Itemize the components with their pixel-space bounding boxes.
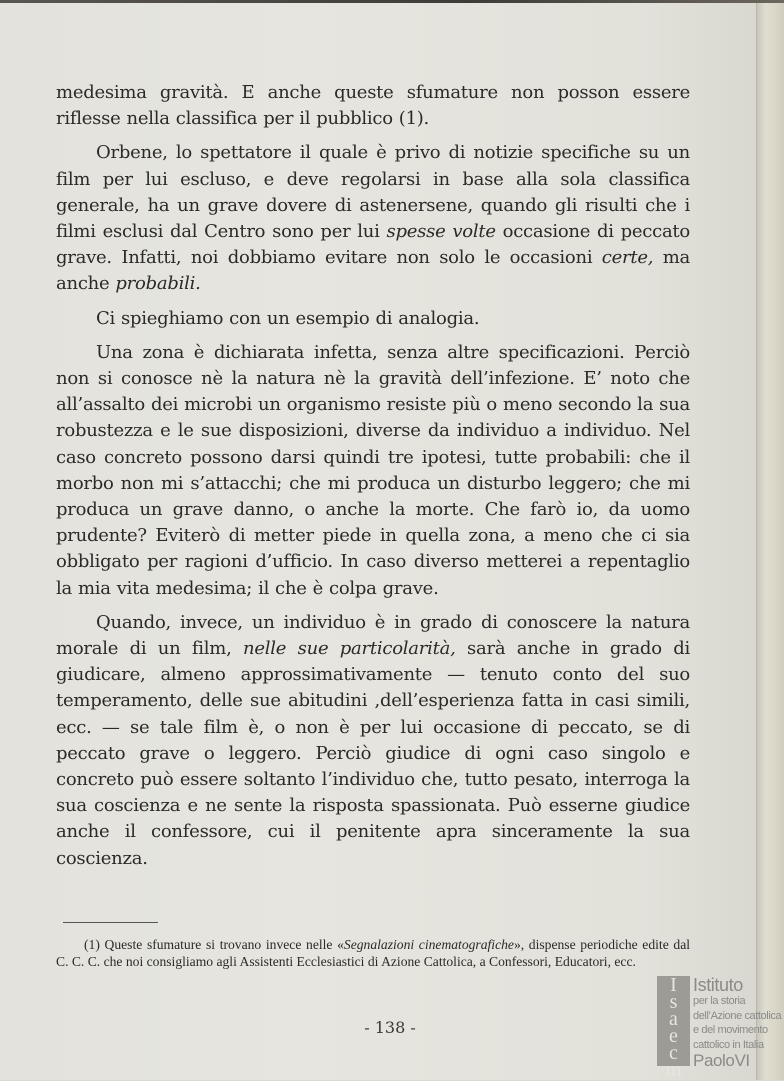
- watermark-line: dell’Azione cattolica: [693, 1009, 782, 1022]
- watermark-monogram: [657, 974, 690, 1081]
- footnote-marker: (1): [84, 937, 100, 952]
- body-text: [56, 80, 690, 880]
- footnote-text: [56, 936, 690, 970]
- text-run: Una zona è dichiarata infetta, senza altre specificazioni. Perciò non si conosce nè la natura nè la gravità dell’infezione. E’ noto che all’assalto dei microbi un organismo resiste più o meno secondo la sua robustezza e le sue disposizioni, diverse da individuo a individuo. Nel caso concreto possono darsi quindi tre ipotesi, tutte probabili: che il morbo non mi s’attacchi; che mi produca un disturbo leggero; che mi produca un grave danno, o anche la morte. Che farò io, da uomo prudente? Eviterò di metter piede in quella zona, a meno che ci sia obbligato per ragioni d’ufficio. In caso diverso metterei a repentaglio la mia vita medesima; il che è colpa grave.: [56, 341, 690, 599]
- text-run: sarà anche in grado di giudicare, almeno approssimativamente — tenuto conto del suo temperamento, delle sue abitudini ,dell’esperienza fatta in casi simili, ecc. — se tale film è, o non è per lui occasione di peccato, se di peccato grave o leggero. Perciò giudice di ogni caso singolo e concreto può essere soltanto l’individuo che, tutto pesato, interroga la sua coscienza e ne sente la risposta spassionata. Può esserne giudice anche il confessore, cui il penitente apra sinceramente la sua coscienza.: [56, 638, 690, 869]
- text-run: Quando, invece, un individuo è in grado di conoscere la natura morale di un film,: [56, 611, 690, 660]
- page-edge: [756, 3, 784, 1080]
- footnote-rule: [63, 922, 158, 923]
- watermark-line: cattolico in Italia: [693, 1038, 764, 1051]
- watermark-letter: e: [669, 1025, 678, 1047]
- italic-text: Segnalazioni cinematografiche: [343, 937, 514, 952]
- watermark-letter: a: [669, 1008, 678, 1030]
- watermark-text: [693, 976, 781, 1069]
- text-run: medesima gravità. E anche queste sfumature non posson essere riflesse nella classifica per il pubblico (1).: [56, 82, 690, 130]
- text-run: Queste sfumature si trovano invece nelle «: [99, 937, 344, 952]
- watermark-letter: c: [669, 1042, 678, 1064]
- italic-text: spesse volte: [386, 221, 496, 243]
- footnote-body: [56, 937, 690, 969]
- italic-text: probabili.: [115, 273, 201, 295]
- page-number: - 138 -: [364, 1018, 416, 1037]
- italic-text: certe,: [601, 247, 654, 269]
- watermark-line: PaoloVI: [693, 1051, 750, 1070]
- text-run: ma anche: [56, 247, 690, 295]
- watermark-letter: s: [669, 991, 678, 1013]
- italic-text: nelle sue particolarità,: [243, 638, 456, 660]
- text-run: occasione di peccato grave. Infatti, noi dobbiamo evitare non solo le occasioni: [56, 221, 691, 269]
- text-run: Ci spieghiamo con un esempio di analogia.: [96, 307, 480, 329]
- institute-watermark-logo: [657, 974, 782, 1081]
- watermark-line: Istituto: [693, 975, 743, 995]
- text-run: Orbene, lo spettatore il quale è privo di notizie specifiche su un film per lui escluso, e deve regolarsi in base alla sola classifica generale, ha un grave dovere di astenersene, quando gli risulti che i filmi esclusi dal Centro sono per lui: [56, 142, 690, 243]
- paragraph-4: [56, 340, 690, 602]
- watermark-line: e del movimento: [693, 1024, 768, 1036]
- watermark-line: per la storia: [693, 995, 746, 1007]
- paragraph-5: [56, 610, 690, 872]
- paragraph-2: [56, 140, 690, 297]
- text-run: », dispense periodiche edite dal C. C. C. che noi consigliamo agli Assistenti Ecclesiastici di Azione Cattolica, a Confessori, Educatori, ecc.: [56, 937, 691, 969]
- watermark-letter: m: [665, 1059, 682, 1081]
- footnote: [56, 936, 690, 970]
- watermark-letter: I: [670, 974, 677, 996]
- paragraph-3: [56, 306, 690, 332]
- paragraph-1: [56, 80, 690, 132]
